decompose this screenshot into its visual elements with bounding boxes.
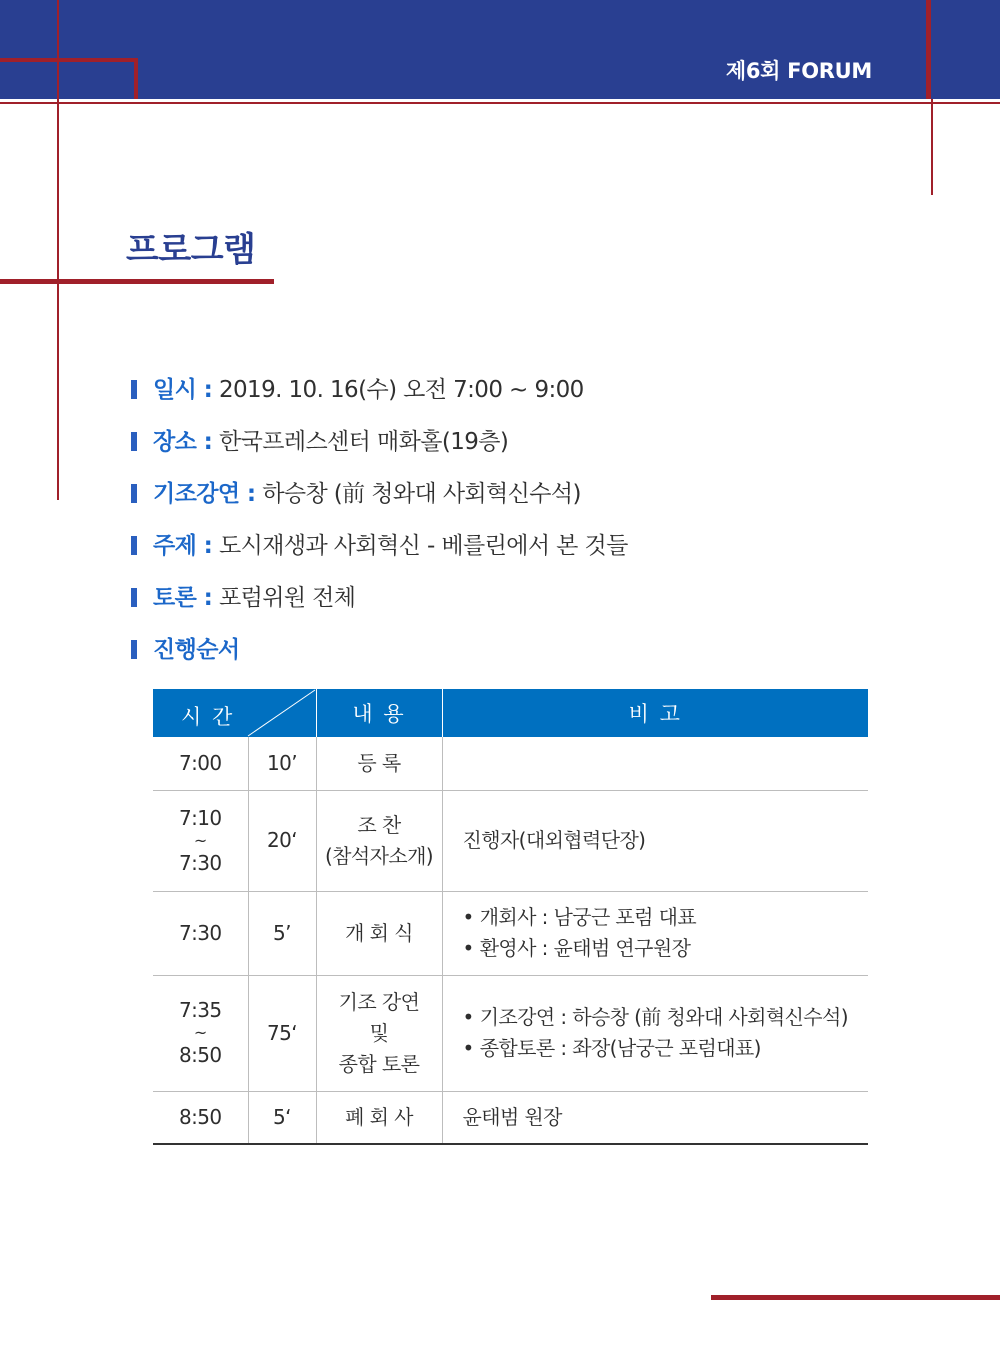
info-item-order	[131, 632, 891, 684]
right-vertical-thick	[926, 0, 931, 99]
header-title: 제6회 FORUM	[725, 59, 872, 83]
time-separator: ~	[193, 830, 207, 850]
remark-item: • 종합토론 : 좌장(남궁근 포럼대표)	[463, 1033, 869, 1064]
remark-text: 진행자(대외협력단장)	[462, 828, 646, 852]
cell-time	[153, 790, 248, 891]
info-label: 토론 :	[153, 585, 213, 611]
time-text: 7:10	[178, 805, 222, 830]
content-text: (참석자소개)	[324, 843, 433, 868]
corner-bracket-side	[134, 58, 138, 99]
cell-duration: 5‘	[248, 1091, 316, 1144]
bullet-marker	[131, 380, 137, 399]
cell-remark	[442, 975, 868, 1091]
header-time-label: 시 간	[181, 705, 235, 729]
info-item-topic	[131, 528, 891, 580]
bullet-marker	[131, 432, 137, 451]
page-title: 프로그램	[126, 230, 256, 270]
cell-time	[153, 975, 248, 1091]
content-text: 등 록	[357, 750, 401, 775]
cell-content	[316, 975, 442, 1091]
cell-remark	[442, 737, 868, 790]
time-text: 7:30	[178, 850, 222, 875]
title-underline	[0, 279, 274, 284]
corner-bracket-top	[0, 58, 138, 62]
right-vertical-thin	[931, 99, 933, 195]
info-item-discussion	[131, 580, 891, 632]
info-label: 일시 :	[153, 377, 213, 403]
table-row	[153, 1091, 868, 1144]
time-text: 8:50	[178, 1104, 222, 1129]
header-time	[153, 689, 316, 737]
time-text: 8:50	[178, 1043, 222, 1067]
content-text: 기조 강연	[338, 989, 420, 1014]
cell-duration: 20‘	[248, 790, 316, 891]
table-row	[153, 891, 868, 975]
info-label: 진행순서	[153, 637, 240, 663]
header-content: 내 용	[316, 689, 442, 737]
content-text: 조 찬	[357, 812, 401, 837]
time-text: 7:35	[178, 998, 222, 1022]
table-row	[153, 737, 868, 790]
info-value: 하승창 (前 청와대 사회혁신수석)	[262, 481, 581, 507]
info-item-venue	[131, 424, 891, 476]
schedule-table	[153, 689, 868, 1145]
cell-content	[316, 891, 442, 975]
bullet-marker	[131, 640, 137, 659]
info-label: 기조강연 :	[153, 481, 256, 507]
cell-time	[153, 1091, 248, 1144]
diagonal-divider	[153, 689, 316, 737]
cell-duration: 75‘	[248, 975, 316, 1091]
info-label: 주제 :	[153, 533, 213, 559]
cell-remark	[442, 891, 868, 975]
cell-content	[316, 737, 442, 790]
table-row	[153, 790, 868, 891]
header-remark: 비 고	[442, 689, 868, 737]
remark-text: 윤태범 원장	[462, 1104, 562, 1129]
table-row	[153, 975, 868, 1091]
info-list	[131, 372, 891, 684]
time-text: 7:00	[178, 750, 222, 775]
info-value: 한국프레스센터 매화홀(19층)	[218, 429, 509, 455]
content-text: 개 회 식	[345, 920, 413, 945]
cell-time	[153, 891, 248, 975]
bullet-marker	[131, 588, 137, 607]
time-text: 7:30	[178, 920, 222, 945]
remark-item: • 환영사 : 윤태범 연구원장	[463, 933, 869, 964]
content-text: 및	[369, 1020, 389, 1045]
table-header-row	[153, 689, 868, 737]
content-text: 종합 토론	[338, 1051, 420, 1076]
content-text: 폐 회 사	[345, 1104, 413, 1129]
cell-duration: 5’	[248, 891, 316, 975]
remark-item: • 개회사 : 남궁근 포럼 대표	[463, 902, 869, 933]
time-separator: ~	[193, 1023, 207, 1042]
bullet-marker	[131, 484, 137, 503]
cell-time	[153, 737, 248, 790]
info-item-keynote	[131, 476, 891, 528]
bottom-right-rule	[711, 1295, 1000, 1300]
top-red-rule	[0, 102, 1000, 104]
left-vertical-line	[57, 0, 59, 500]
info-value: 포럼위원 전체	[218, 585, 356, 611]
cell-content	[316, 790, 442, 891]
bullet-marker	[131, 536, 137, 555]
info-item-date	[131, 372, 891, 424]
info-label: 장소 :	[153, 429, 213, 455]
cell-remark	[442, 1091, 868, 1144]
cell-remark	[442, 790, 868, 891]
remark-item: • 기조강연 : 하승창 (前 청와대 사회혁신수석)	[463, 1002, 869, 1033]
info-value: 2019. 10. 16(수) 오전 7:00 ~ 9:00	[218, 377, 584, 403]
info-value: 도시재생과 사회혁신 - 베를린에서 본 것들	[218, 533, 628, 559]
cell-content	[316, 1091, 442, 1144]
cell-duration: 10’	[248, 737, 316, 790]
